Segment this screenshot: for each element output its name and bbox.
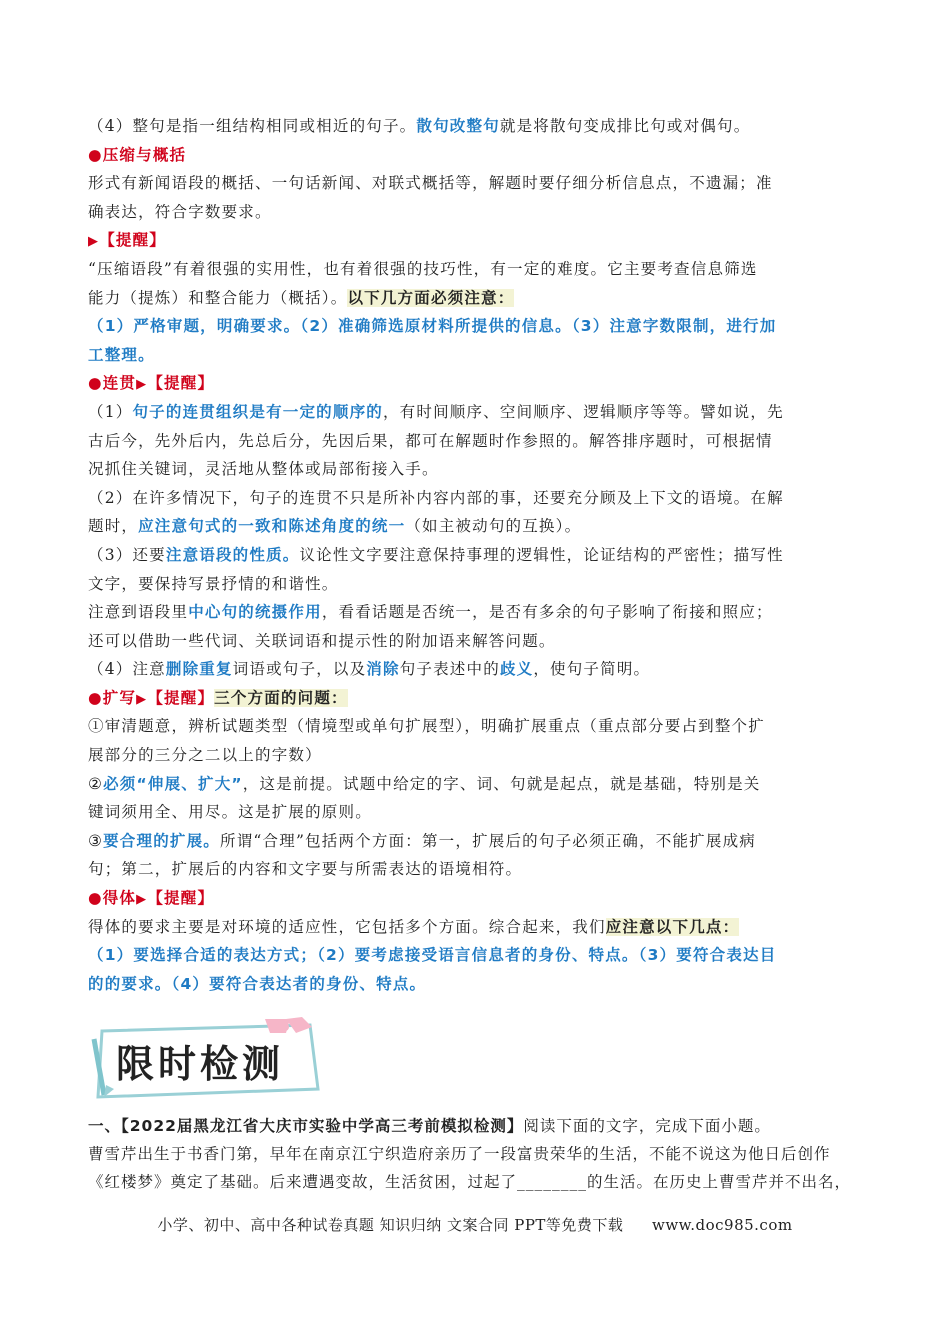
question-number: 一、 — [88, 1117, 122, 1135]
paragraph-line — [88, 798, 864, 827]
paragraph-line — [88, 455, 864, 484]
section-heading-coherence — [88, 369, 864, 398]
section-heading-compress — [88, 141, 864, 170]
highlight-text: （1）严格审题，明确要求。（2）准确筛选原材料所提供的信息。（3）注意字数限制，进行加 — [88, 317, 777, 336]
triangle-right-icon: ▶ — [136, 691, 148, 707]
text: “压缩语段”有着很强的实用性，也有着很强的技巧性，有一定的难度。它主要考查信息筛选 — [88, 259, 758, 278]
text: （1） — [88, 402, 133, 421]
highlight-text: 句子的连贯组织是有一定的顺序的 — [132, 402, 383, 421]
bullet-dot-icon: ● — [88, 374, 103, 393]
passage-line — [88, 1168, 864, 1196]
remind-label: 【提醒】 — [147, 889, 215, 908]
text: （4）整句是指一组结构相同或相近的句子。 — [88, 117, 417, 135]
heading-text: 扩写 — [102, 688, 137, 707]
bullet-dot-icon: ● — [88, 145, 103, 164]
paragraph-line — [88, 627, 864, 656]
highlight-text: 应注意句式的一致和陈述角度的统一 — [138, 517, 406, 536]
highlighted-note: 以下几方面必须注意： — [347, 288, 515, 307]
question-block — [88, 1112, 864, 1196]
footer-link[interactable]: www.doc985.com — [651, 1216, 793, 1234]
paragraph-line — [88, 112, 864, 141]
highlight-text: 注意语段的性质。 — [165, 545, 300, 564]
text: 古后今，先外后内，先总后分，先因后果，都可在解题时作参照的。解答排序题时，可根据情 — [88, 431, 773, 450]
question-source: 【2022届黑龙江省大庆市实验中学高三考前模拟检测】 — [121, 1117, 524, 1135]
highlight-text: 删除重复 — [165, 660, 233, 679]
text: ，使句子简明。 — [533, 660, 651, 679]
text: ①审清题意，辨析试题类型（情境型或单句扩展型），明确扩展重点（重点部分要占到整个扩 — [88, 717, 765, 736]
highlighted-note: 三个方面的问题： — [214, 688, 348, 707]
heading-text: 连贯 — [102, 374, 137, 393]
paragraph-line — [88, 255, 864, 284]
triangle-right-icon: ▶ — [88, 234, 100, 250]
footer-text: 小学、初中、高中各种试卷真题 知识归纳 文案合同 PPT等免费下载 — [157, 1216, 624, 1234]
highlight-text: （1）要选择合适的表达方式；（2）要考虑接受语言信息者的身份、特点。（3）要符合表达目 — [88, 946, 777, 965]
text: 确表达，符合字数要求。 — [88, 202, 272, 221]
section-heading-expand — [88, 684, 864, 713]
paragraph-line — [88, 541, 864, 570]
text: 就是将散句变成排比句或对偶句。 — [499, 117, 751, 135]
triangle-right-icon: ▶ — [136, 377, 148, 393]
remind-label: 【提醒】 — [147, 688, 215, 707]
paragraph-line — [88, 712, 864, 741]
paragraph-line — [88, 512, 864, 541]
triangle-right-icon: ▶ — [136, 892, 148, 908]
paragraph-line — [88, 341, 864, 370]
paragraph-line — [88, 484, 864, 513]
paragraph-line — [88, 598, 864, 627]
text: （4）注意 — [88, 660, 166, 679]
text: ② — [88, 774, 104, 793]
highlight-text: 的的要求。（4）要符合表达者的身份、特点。 — [88, 974, 427, 993]
text: 《红楼梦》奠定了基础。后来遭遇变故，生活贫困，过起了 — [88, 1173, 518, 1191]
text: 词语或句子，以及 — [232, 660, 367, 679]
bullet-dot-icon: ● — [88, 889, 103, 908]
text: ③ — [88, 831, 104, 850]
text: ，看看话题是否统一，是否有多余的句子影响了衔接和照应； — [321, 603, 773, 622]
text: 能力（提炼）和整合能力（概括）。 — [88, 288, 348, 307]
section-heading-appropriate — [88, 884, 864, 913]
paragraph-line — [88, 198, 864, 227]
text: 文字，要保持写景抒情的和谐性。 — [88, 574, 339, 593]
text: （2）在许多情况下，句子的连贯不只是所补内容内部的事，还要充分顾及上下文的语境。在解 — [88, 488, 784, 507]
text: 议论性文字要注意保持事理的逻辑性，论证结构的严密性；描写性 — [299, 545, 784, 564]
paragraph-line — [88, 855, 864, 884]
text: 句；第二，扩展后的内容和文字要与所需表达的语境相符。 — [88, 860, 523, 879]
notes-body — [88, 112, 864, 998]
paragraph-line — [88, 284, 864, 313]
highlight-text: 要合理的扩展。 — [103, 831, 221, 850]
highlight-text: 消除 — [366, 660, 400, 679]
paragraph-line — [88, 427, 864, 456]
text: 展部分的三分之二以上的字数） — [88, 746, 322, 765]
banner-title: 限时检测 — [116, 1041, 285, 1086]
paragraph-line — [88, 398, 864, 427]
paragraph-line — [88, 970, 864, 999]
heading-text: 得体 — [102, 889, 137, 908]
text: （3）还要 — [88, 545, 166, 564]
highlight-text: 散句改整句 — [416, 117, 500, 135]
text: ，这是前提。试题中给定的字、词、句就是起点，就是基础，特别是关 — [242, 774, 761, 793]
text: 题时， — [88, 517, 139, 536]
highlighted-note: 应注意以下几点： — [605, 917, 740, 936]
heading-text: 压缩与概括 — [102, 145, 187, 164]
highlight-text: 歧义 — [499, 660, 534, 679]
remind-label: 【提醒】 — [99, 231, 167, 250]
remind-heading — [88, 226, 864, 255]
paragraph-line — [88, 655, 864, 684]
highlight-text: 工整理。 — [88, 345, 155, 364]
highlight-text: 必须“伸展、扩大” — [103, 774, 243, 793]
paragraph-line — [88, 913, 864, 942]
text: ，有时间顺序、空间顺序、逻辑顺序等等。譬如说，先 — [382, 402, 784, 421]
text: （如主被动句的互换）。 — [405, 517, 582, 536]
paragraph-line — [88, 570, 864, 599]
text: 况抓住关键词，灵活地从整体或局部衔接入手。 — [88, 460, 439, 479]
text: 的生活。在历史上曹雪芹并不出名， — [587, 1173, 852, 1191]
paragraph-line — [88, 169, 864, 198]
paragraph-line — [88, 741, 864, 770]
highlight-text: 中心句的统摄作用 — [188, 603, 322, 622]
paragraph-line — [88, 827, 864, 856]
question-instruction: 阅读下面的文字，完成下面小题。 — [523, 1117, 771, 1135]
page-footer — [0, 1214, 950, 1235]
text: 曹雪芹出生于书香门第，早年在南京江宁织造府亲历了一段富贵荣华的生活，不能不说这为他日后创作 — [88, 1145, 831, 1163]
text: 得体的要求主要是对环境的适应性，它包括多个方面。综合起来，我们 — [88, 917, 606, 936]
timed-test-banner — [90, 1015, 325, 1103]
paragraph-line — [88, 770, 864, 799]
text: 还可以借助一些代词、关联词语和提示性的附加语来解答问题。 — [88, 631, 556, 650]
text: 句子表述中的 — [399, 660, 500, 679]
paragraph-line — [88, 941, 864, 970]
text: 形式有新闻语段的概括、一句话新闻、对联式概括等，解题时要仔细分析信息点，不遗漏；准 — [88, 174, 773, 193]
text: 所谓“合理”包括两个方面：第一，扩展后的句子必须正确，不能扩展成病 — [220, 831, 756, 850]
text: 键词须用全、用尽。这是扩展的原则。 — [88, 803, 372, 822]
bullet-dot-icon: ● — [88, 688, 103, 707]
text: 注意到语段里 — [88, 603, 189, 622]
paragraph-line — [88, 312, 864, 341]
fill-blank: ________ — [517, 1173, 588, 1191]
remind-label: 【提醒】 — [147, 374, 215, 393]
passage-line — [88, 1140, 864, 1168]
question-header — [88, 1112, 864, 1140]
